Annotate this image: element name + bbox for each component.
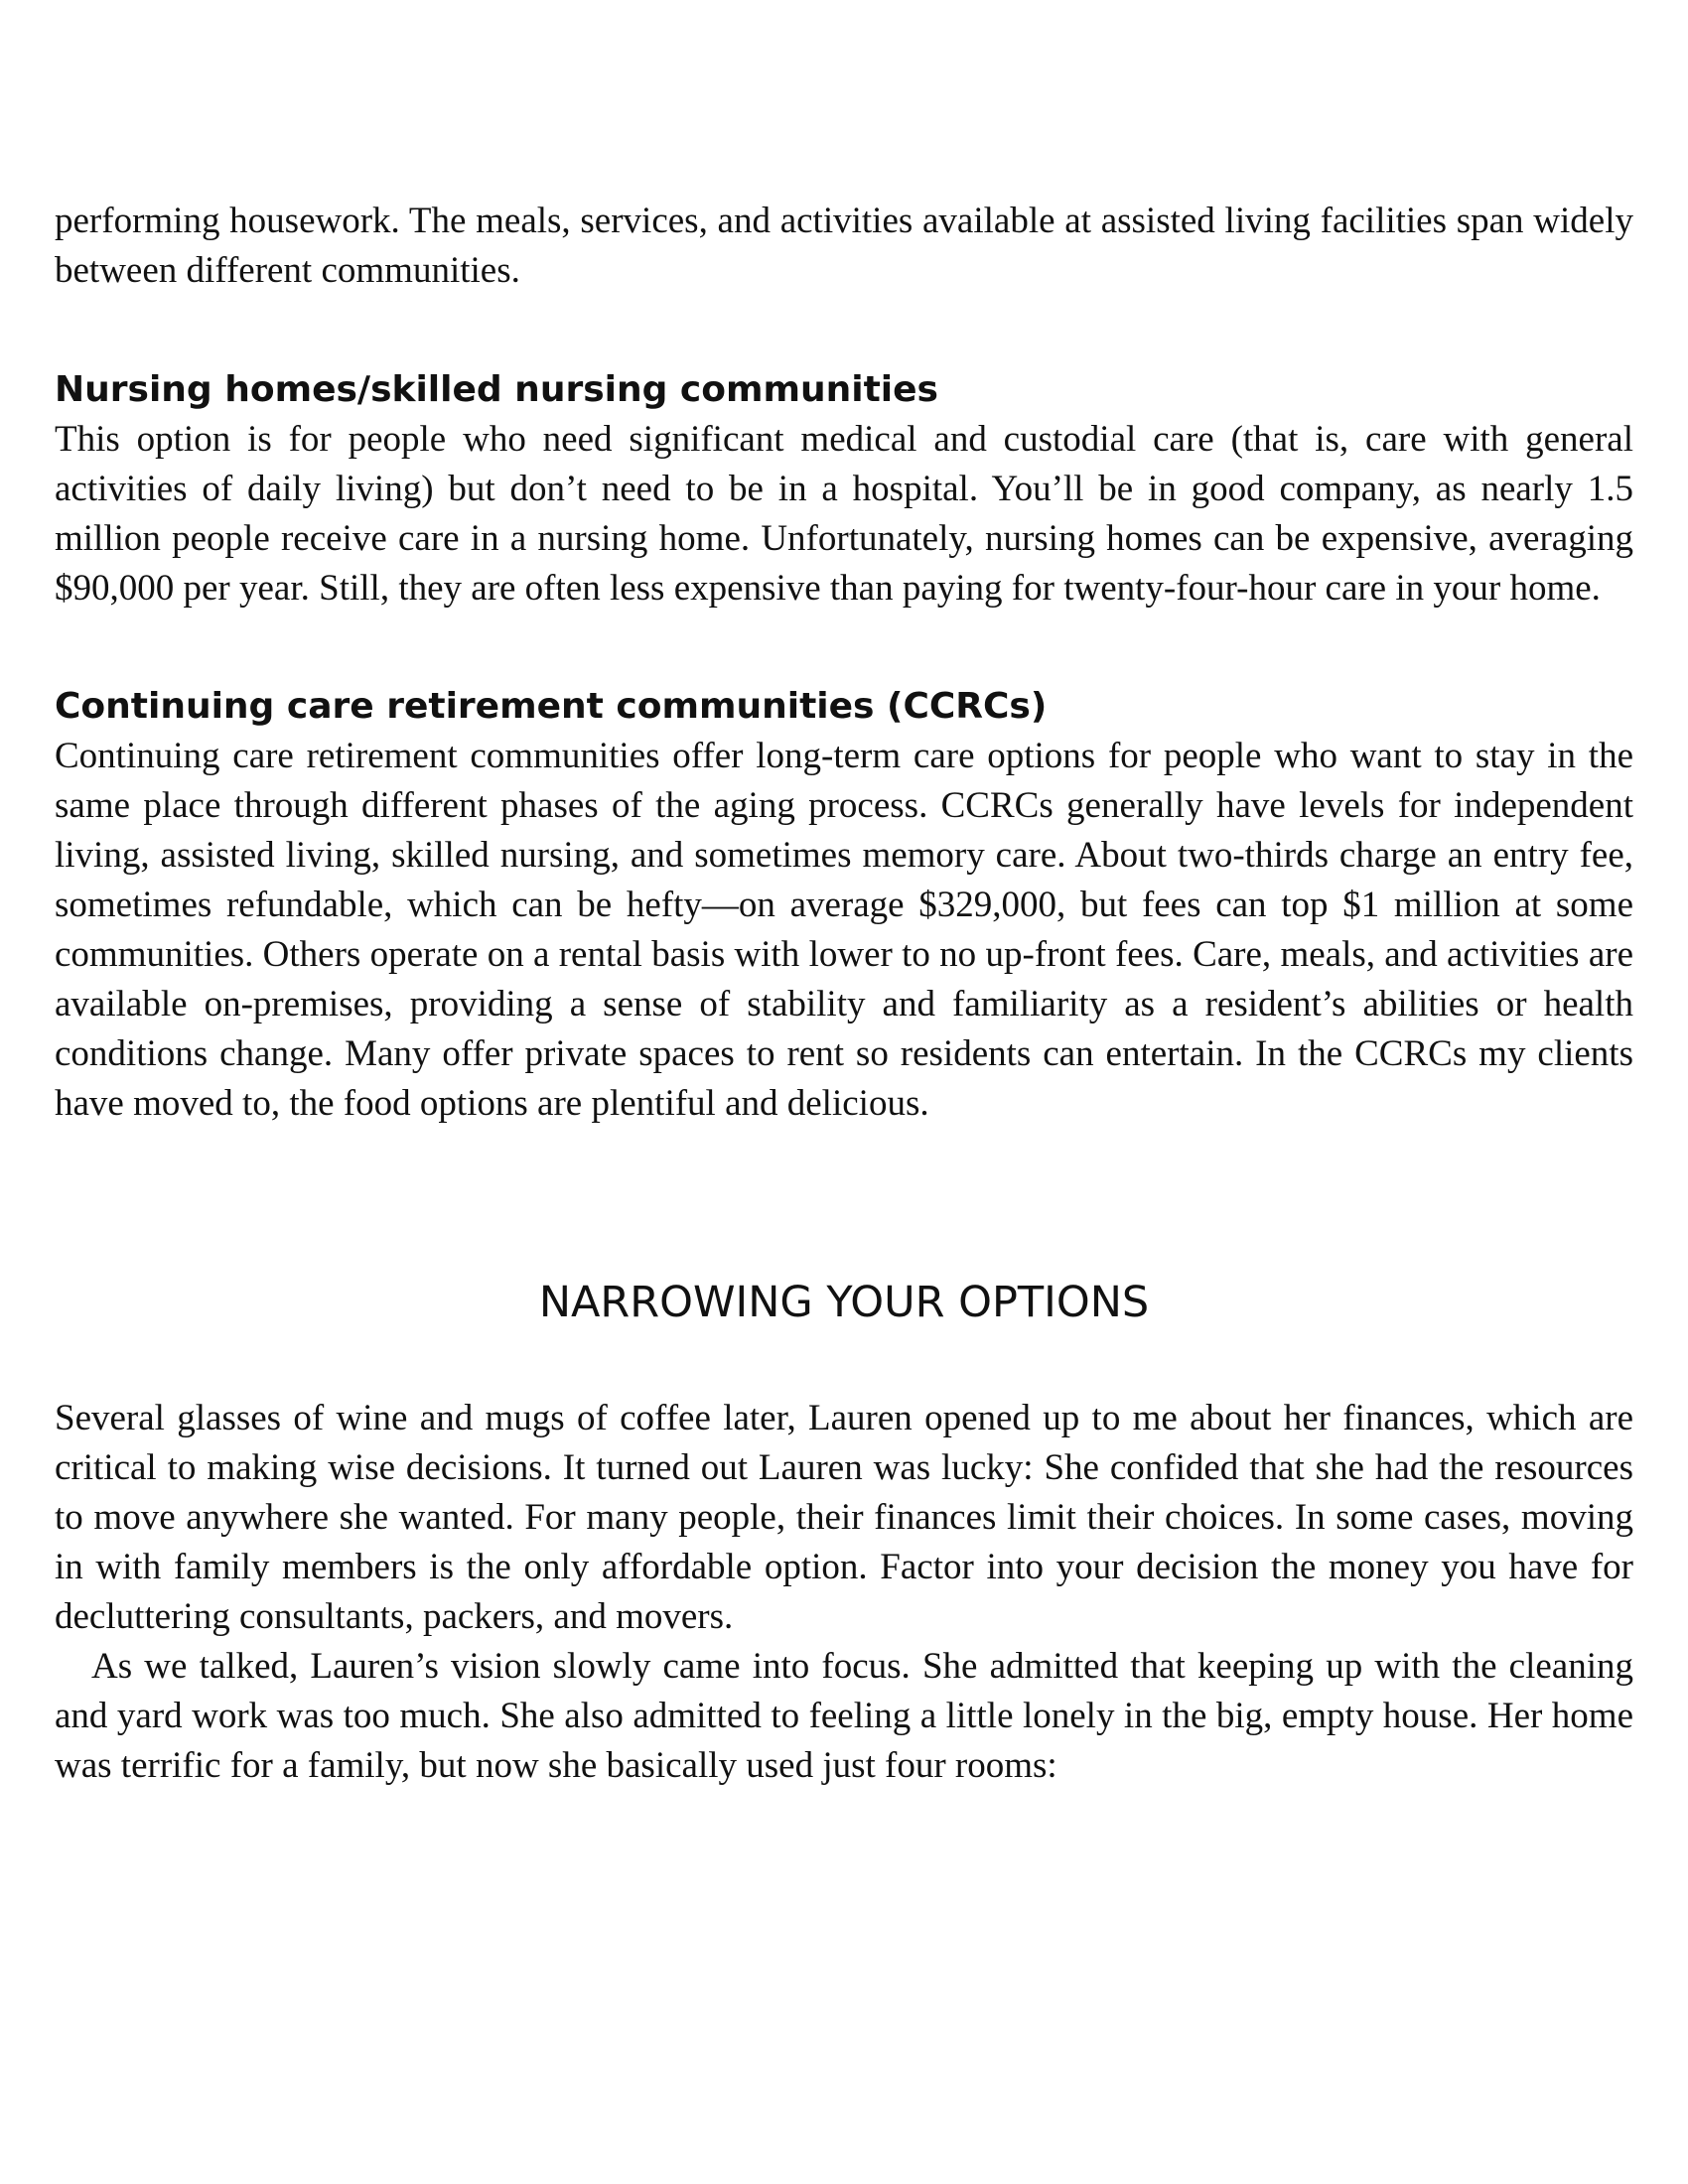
chapter-paragraph-1: Several glasses of wine and mugs of coffee later, Lauren opened up to me about her finances, which are critical to making wise decisions. It turned out Lauren was lucky: She confided that she had the resources to move anywhere she wanted. For many people, their finances limit their choices. In some cases, moving in with family members is the only affordable option. Factor into your decision the money you have for decluttering consultants, packers, and movers.	[55, 1398, 1633, 1637]
section-heading-nursing-homes: Nursing homes/skilled nursing communities	[55, 369, 938, 410]
chapter-paragraph-2: As we talked, Lauren’s vision slowly came into focus. She admitted that keeping up with the cleaning and yard work was too much. She also admitted to feeling a little lonely in the big, empty house. Her home was terrific for a family, but now she basically used just four rooms:	[55, 1646, 1633, 1786]
section-paragraph-nursing-homes: This option is for people who need significant medical and custodial care (that is, care with general activities of daily living) but don’t need to be in a hospital. You’ll be in good company, as nearly 1.5 million people receive care in a nursing home. Unfortunately, nursing homes can be expensive, averaging $90,000 per year. Still, they are often less expensive than paying for twenty-four-hour care in your home.	[55, 419, 1633, 609]
section-heading-ccrcs: Continuing care retirement communities (CCRCs)	[55, 686, 1048, 727]
document-page	[55, 197, 1633, 1791]
intro-paragraph: performing housework. The meals, services, and activities available at assisted living facilities span widely between different communities.	[55, 201, 1633, 291]
chapter-heading: NARROWING YOUR OPTIONS	[538, 1278, 1150, 1327]
section-paragraph-ccrcs: Continuing care retirement communities offer long-term care options for people who want to stay in the same place through different phases of the aging process. CCRCs generally have levels for independent living, assisted living, skilled nursing, and sometimes memory care. About two-thirds charge an entry fee, sometimes refundable, which can be hefty—on average $329,000, but fees can top $1 million at some communities. Others operate on a rental basis with lower to no up-front fees. Care, meals, and activities are available on-premises, providing a sense of stability and familiarity as a resident’s abilities or health conditions change. Many offer private spaces to rent so residents can entertain. In the CCRCs my clients have moved to, the food options are plentiful and delicious.	[55, 736, 1633, 1124]
